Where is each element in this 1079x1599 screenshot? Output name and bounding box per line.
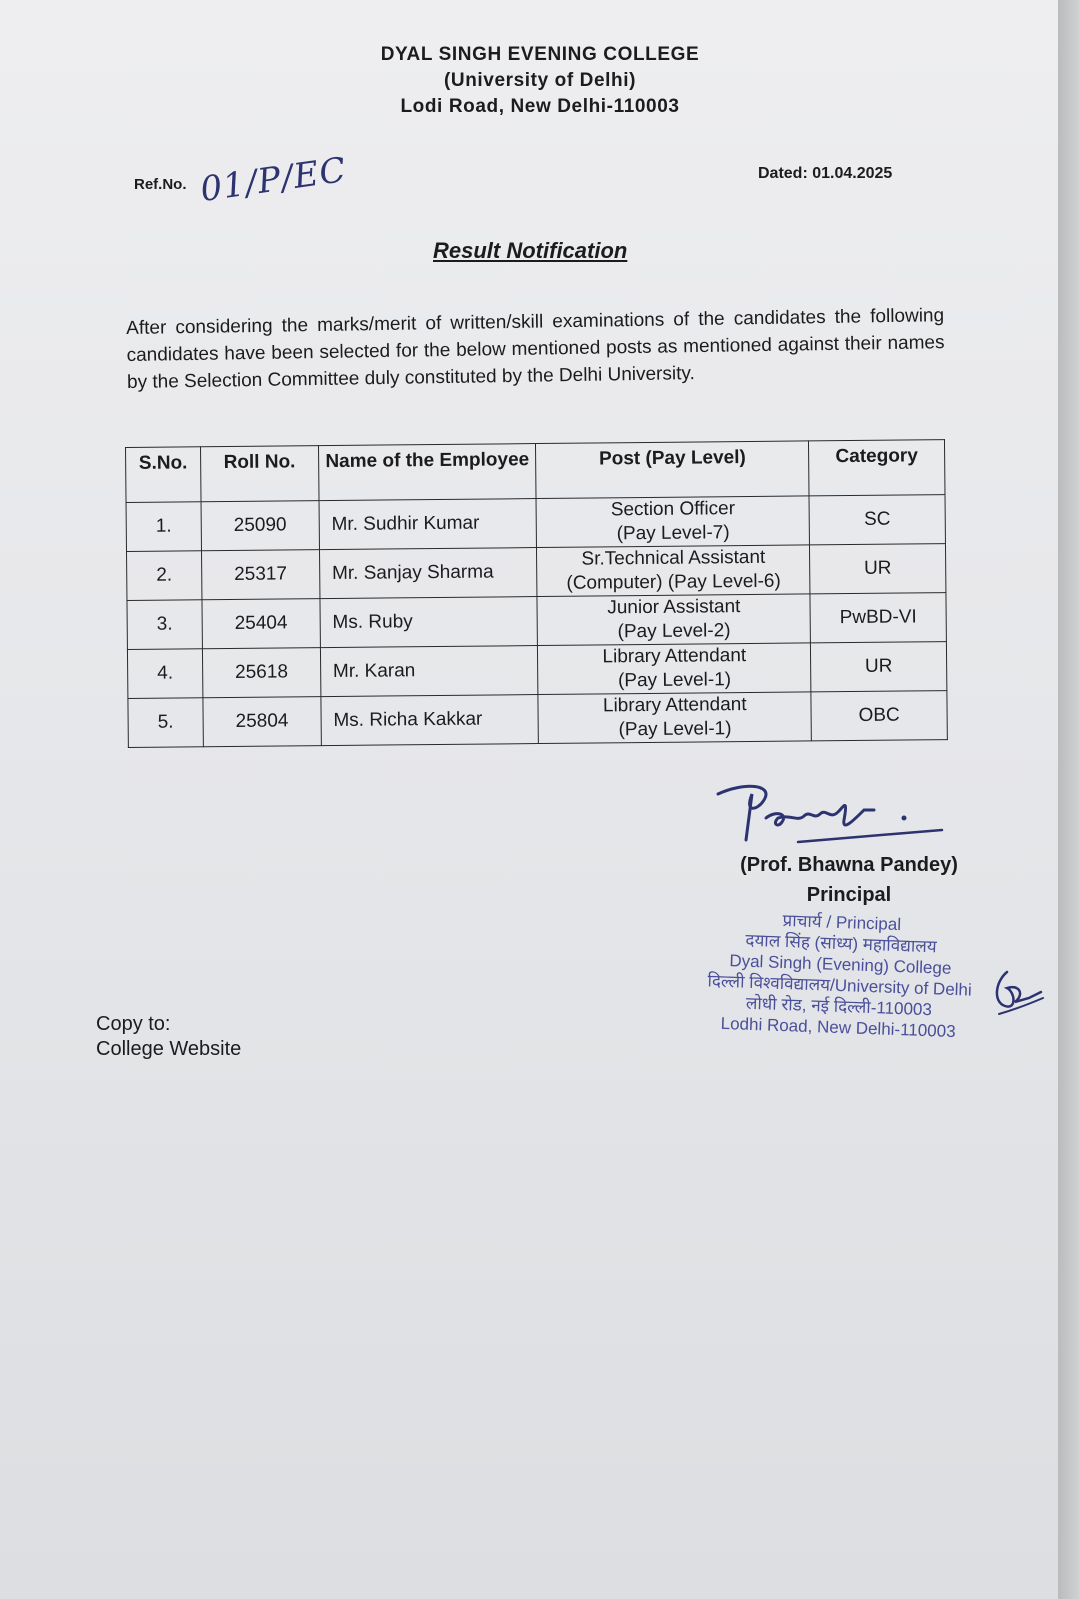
table-header-row — [126, 440, 945, 503]
college-address: Lodi Road, New Delhi-110003 — [400, 96, 680, 117]
initials-scribble — [985, 962, 1045, 1022]
stamp-line: Dyal Singh (Evening) College — [729, 951, 952, 978]
post-pay-level: (Pay Level-7) — [616, 522, 730, 545]
stamp-line: Lodhi Road, New Delhi-110003 — [720, 1013, 956, 1042]
cell-sno: 2. — [127, 551, 202, 601]
cell-category: PwBD-VI — [810, 593, 946, 643]
post-title: Sr.Technical Assistant — [581, 546, 766, 570]
university-name: (University of Delhi) — [443, 70, 637, 91]
post-pay-level: (Pay Level-1) — [617, 669, 732, 692]
cell-sno: 3. — [127, 600, 202, 650]
cell-post — [537, 545, 810, 597]
page-title: Result Notification — [433, 238, 628, 263]
cell-roll: 25404 — [202, 599, 320, 649]
post-pay-level: (Pay Level-2) — [617, 620, 731, 643]
post-title: Section Officer — [610, 498, 736, 521]
column-header-post: Post (Pay Level) — [536, 441, 809, 499]
background-surface — [1058, 0, 1079, 1599]
post-title: Library Attendant — [602, 645, 747, 668]
cell-roll: 25618 — [202, 648, 320, 698]
copy-to-block — [96, 1012, 241, 1062]
cell-category: SC — [809, 495, 945, 545]
cell-post — [537, 594, 810, 646]
cell-sno: 4. — [127, 649, 202, 699]
column-header-name: Name of the Employee — [318, 444, 536, 501]
official-stamp — [688, 907, 992, 1043]
ref-label: Ref.No. — [134, 176, 187, 193]
ref-handwritten-number: 01/P/EC — [197, 149, 349, 211]
cell-post — [536, 496, 809, 548]
cell-category: UR — [810, 642, 946, 692]
cell-roll: 25804 — [203, 697, 321, 747]
cell-post — [538, 643, 811, 695]
post-title: Junior Assistant — [607, 596, 741, 619]
results-table-wrapper — [125, 439, 948, 748]
table-row — [126, 495, 945, 552]
date-line: Dated: 01.04.2025 — [758, 165, 893, 182]
stamp-line: दयाल सिंह (सांध्य) महाविद्यालय — [745, 930, 938, 957]
stamp-line: लोधी रोड, नई दिल्ली-110003 — [745, 993, 933, 1020]
cell-sno: 5. — [128, 698, 203, 748]
signatory-name: (Prof. Bhawna Pandey) — [740, 854, 958, 876]
cell-category: OBC — [811, 691, 947, 741]
cell-name: Mr. Karan — [320, 646, 538, 697]
results-table — [125, 439, 948, 748]
cell-roll: 25317 — [201, 550, 319, 600]
cell-category: UR — [810, 544, 946, 594]
college-name: DYAL SINGH EVENING COLLEGE — [380, 44, 700, 65]
cell-post — [538, 692, 811, 744]
copy-to-label: Copy to: — [96, 1013, 171, 1035]
table-row — [127, 593, 946, 650]
cell-name: Ms. Richa Kakkar — [321, 695, 539, 746]
body-paragraph: After considering the marks/merit of written/skill examinations of the candidates the following candidates have been selected for the below mentioned posts as mentioned against their names by the Selection Committee duly constituted by the Delhi University. — [126, 305, 945, 393]
column-header-category: Category — [809, 440, 945, 496]
cell-name: Mr. Sanjay Sharma — [319, 548, 537, 599]
signatory-designation: Principal — [806, 884, 892, 906]
stamp-line: प्राचार्य / Principal — [782, 910, 902, 935]
cell-name: Mr. Sudhir Kumar — [319, 499, 537, 550]
signatory-block — [724, 850, 974, 910]
letterhead — [300, 42, 780, 120]
post-pay-level: (Computer) (Pay Level-6) — [566, 570, 781, 594]
table-row — [127, 642, 946, 699]
table-row — [128, 691, 947, 748]
post-pay-level: (Pay Level-1) — [618, 718, 732, 741]
stamp-line: दिल्ली विश्वविद्यालय/University of Delhi — [707, 971, 973, 1000]
column-header-sno: S.No. — [126, 447, 201, 503]
copy-to-recipient: College Website — [96, 1038, 242, 1060]
post-title: Library Attendant — [602, 694, 747, 717]
cell-sno: 1. — [126, 502, 201, 552]
signature-scribble — [714, 780, 944, 850]
table-row — [127, 544, 946, 601]
column-header-roll: Roll No. — [200, 446, 318, 502]
cell-roll: 25090 — [201, 501, 319, 551]
cell-name: Ms. Ruby — [320, 597, 538, 648]
